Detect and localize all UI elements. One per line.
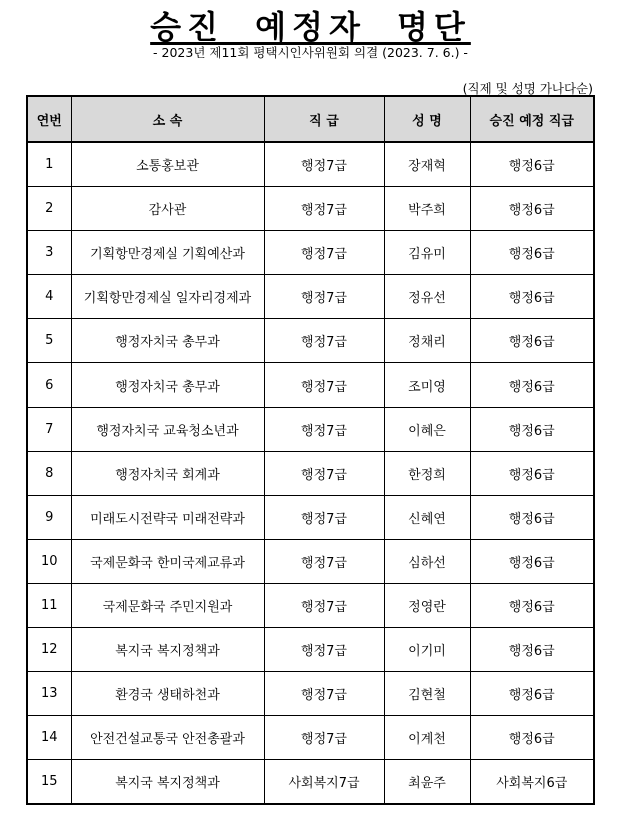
table-body [27, 142, 594, 804]
cell-grade: 행정7급 [264, 142, 384, 187]
cell-number: 9 [27, 495, 71, 539]
table-row [27, 451, 594, 495]
table-row [27, 319, 594, 363]
document-title: 승진 예정자 명단 [150, 8, 471, 46]
cell-grade: 행정7급 [264, 187, 384, 231]
cell-department: 행정자치국 회계과 [71, 451, 264, 495]
document-subtitle: - 2023년 제11회 평택시인사위원회 의결 (2023. 7. 6.) - [153, 45, 468, 60]
cell-name: 이혜은 [384, 407, 470, 451]
cell-grade: 행정7급 [264, 628, 384, 672]
cell-promotion-grade: 행정6급 [470, 407, 594, 451]
cell-number: 11 [27, 583, 71, 627]
header-grade: 직 급 [264, 96, 384, 142]
cell-department: 기획항만경제실 일자리경제과 [71, 275, 264, 319]
cell-name: 정채리 [384, 319, 470, 363]
table-row [27, 363, 594, 407]
cell-grade: 사회복지7급 [264, 760, 384, 805]
cell-grade: 행정7급 [264, 407, 384, 451]
cell-number: 10 [27, 539, 71, 583]
header-promotion-grade: 승진 예정 직급 [470, 96, 594, 142]
cell-grade: 행정7급 [264, 716, 384, 760]
cell-number: 13 [27, 672, 71, 716]
cell-promotion-grade: 행정6급 [470, 187, 594, 231]
cell-grade: 행정7급 [264, 539, 384, 583]
cell-grade: 행정7급 [264, 319, 384, 363]
table-row [27, 407, 594, 451]
cell-name: 장재혁 [384, 142, 470, 187]
cell-department: 미래도시전략국 미래전략과 [71, 495, 264, 539]
cell-promotion-grade: 행정6급 [470, 539, 594, 583]
cell-promotion-grade: 행정6급 [470, 142, 594, 187]
table-header-row [27, 96, 594, 142]
table-row [27, 539, 594, 583]
cell-promotion-grade: 행정6급 [470, 363, 594, 407]
cell-grade: 행정7급 [264, 275, 384, 319]
cell-number: 6 [27, 363, 71, 407]
cell-number: 15 [27, 760, 71, 805]
cell-department: 환경국 생태하천과 [71, 672, 264, 716]
cell-grade: 행정7급 [264, 363, 384, 407]
cell-number: 8 [27, 451, 71, 495]
table-row [27, 716, 594, 760]
table-row [27, 495, 594, 539]
cell-number: 14 [27, 716, 71, 760]
cell-number: 2 [27, 187, 71, 231]
cell-name: 김유미 [384, 231, 470, 275]
table-row [27, 672, 594, 716]
table-row [27, 142, 594, 187]
cell-promotion-grade: 행정6급 [470, 716, 594, 760]
cell-promotion-grade: 행정6급 [470, 319, 594, 363]
cell-name: 최윤주 [384, 760, 470, 805]
cell-department: 기획항만경제실 기획예산과 [71, 231, 264, 275]
table-row [27, 628, 594, 672]
cell-promotion-grade: 행정6급 [470, 275, 594, 319]
cell-name: 한정희 [384, 451, 470, 495]
cell-number: 4 [27, 275, 71, 319]
cell-grade: 행정7급 [264, 672, 384, 716]
cell-number: 7 [27, 407, 71, 451]
cell-promotion-grade: 행정6급 [470, 451, 594, 495]
cell-department: 행정자치국 총무과 [71, 363, 264, 407]
cell-department: 복지국 복지정책과 [71, 628, 264, 672]
header-name: 성 명 [384, 96, 470, 142]
cell-promotion-grade: 행정6급 [470, 231, 594, 275]
cell-department: 행정자치국 교육청소년과 [71, 407, 264, 451]
table-row [27, 187, 594, 231]
cell-department: 복지국 복지정책과 [71, 760, 264, 805]
cell-name: 심하선 [384, 539, 470, 583]
cell-name: 김현철 [384, 672, 470, 716]
cell-promotion-grade: 사회복지6급 [470, 760, 594, 805]
cell-name: 이기미 [384, 628, 470, 672]
cell-number: 5 [27, 319, 71, 363]
header-number: 연번 [27, 96, 71, 142]
cell-promotion-grade: 행정6급 [470, 628, 594, 672]
promotion-table [26, 95, 595, 805]
sort-order-note: (직제 및 성명 가나다순) [462, 81, 593, 96]
cell-number: 3 [27, 231, 71, 275]
cell-number: 12 [27, 628, 71, 672]
cell-name: 박주희 [384, 187, 470, 231]
table-row [27, 231, 594, 275]
cell-department: 행정자치국 총무과 [71, 319, 264, 363]
cell-name: 정영란 [384, 583, 470, 627]
cell-grade: 행정7급 [264, 451, 384, 495]
cell-grade: 행정7급 [264, 231, 384, 275]
cell-department: 소통홍보관 [71, 142, 264, 187]
cell-department: 국제문화국 주민지원과 [71, 583, 264, 627]
cell-name: 신혜연 [384, 495, 470, 539]
cell-name: 조미영 [384, 363, 470, 407]
cell-department: 감사관 [71, 187, 264, 231]
cell-promotion-grade: 행정6급 [470, 583, 594, 627]
cell-department: 안전건설교통국 안전총괄과 [71, 716, 264, 760]
table-row [27, 760, 594, 805]
cell-name: 정유선 [384, 275, 470, 319]
cell-grade: 행정7급 [264, 495, 384, 539]
table-row [27, 275, 594, 319]
cell-promotion-grade: 행정6급 [470, 672, 594, 716]
cell-promotion-grade: 행정6급 [470, 495, 594, 539]
cell-department: 국제문화국 한미국제교류과 [71, 539, 264, 583]
cell-name: 이계천 [384, 716, 470, 760]
cell-grade: 행정7급 [264, 583, 384, 627]
table-row [27, 583, 594, 627]
header-department: 소 속 [71, 96, 264, 142]
cell-number: 1 [27, 142, 71, 187]
